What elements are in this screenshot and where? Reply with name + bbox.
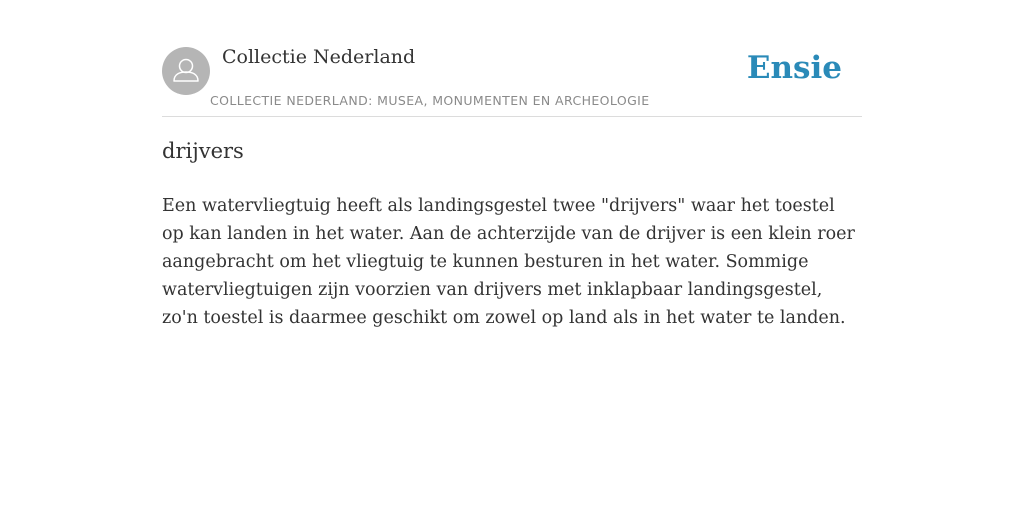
entry-title: drijvers [162, 139, 244, 163]
avatar[interactable] [162, 47, 210, 95]
entry-body: Een watervliegtuig heeft als landingsgestel twee "drijvers" waar het toestel op kan landen in het water. Aan de achterzijde van de drijver is een klein roer aangebracht om het vliegtuig te kunnen besturen in het water. Sommige watervliegtuigen zijn voorzien van drijvers met inklapbaar landingsgestel, zo'n toestel is daarmee geschikt om zowel op land als in het water te landen. [162, 196, 855, 328]
user-icon [162, 47, 210, 95]
source-label[interactable]: COLLECTIE NEDERLAND: MUSEA, MONUMENTEN EN ARCHEOLOGIE [210, 93, 650, 108]
entry-header [162, 44, 862, 117]
author-name[interactable]: Collectie Nederland [222, 46, 416, 68]
ensie-logo[interactable]: Ensie [746, 50, 842, 86]
